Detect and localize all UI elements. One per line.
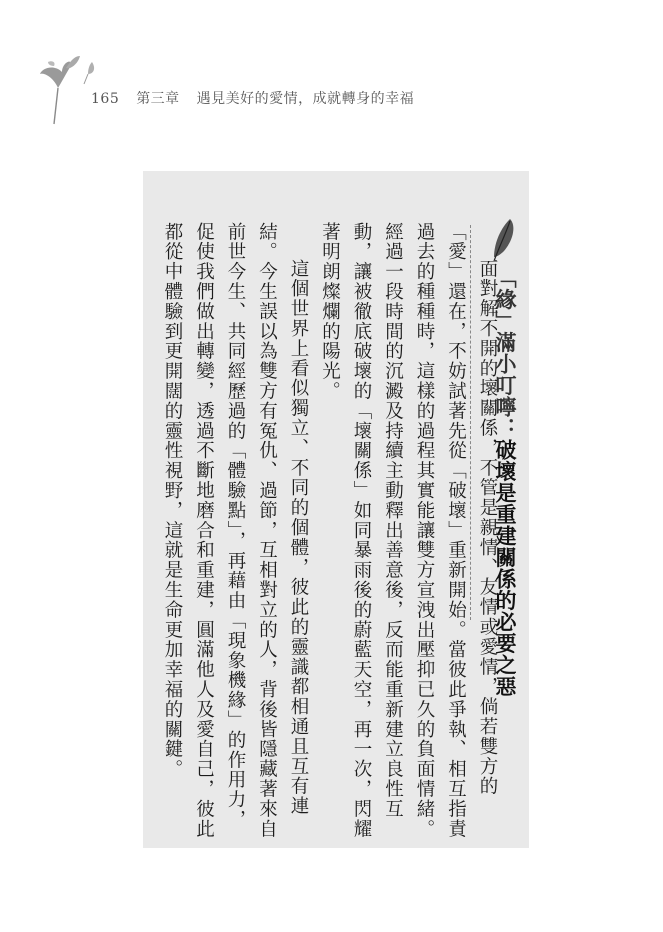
paragraph-2: 這個世界上看似獨立、不同的個體，彼此的靈識都相通且互有連結。今生誤以為雙方有冤仇、過節，互相對立的人，背後皆隱藏著來自前世今生、共同經歷過的「體驗點」，再藉由「現象機緣」的作用力，促使我們做出轉變，透過不斷地磨合和重建，圓滿他人及愛自己，彼此都從中體驗到更開闊的靈性視野，這就是生命更加幸福的關鍵。 xyxy=(162,222,309,839)
sidebar-title-main: 破壞是重建關係的必要之惡 xyxy=(493,439,517,697)
chapter-label: 第三章 xyxy=(136,91,180,107)
sidebar-body xyxy=(157,222,504,842)
page-header xyxy=(40,48,460,128)
sidebar-title-prefix: 「緣」滿小叮嚀： xyxy=(493,267,517,439)
running-header xyxy=(91,88,414,108)
chapter-title: 遇見美好的愛情，成就轉身的幸福 xyxy=(196,91,415,107)
paragraph-1: 面對解不開的壞關係，不管是親情、友情或愛情，倘若雙方的「愛」還在，不妨試著先從「破壞」重新開始。當彼此爭執、相互指責過去的種種時，這樣的過程其實能讓雙方宣洩出壓抑已久的負面情緒。經過一段時間的沉澱及持續主動釋出善意後，反而能重新建立良性互動，讓被徹底破壞的「壞關係」如同暴雨後的蔚藍天空，再一次，閃耀著明朗燦爛的陽光。 xyxy=(319,222,498,839)
page-number: 165 xyxy=(91,91,120,107)
